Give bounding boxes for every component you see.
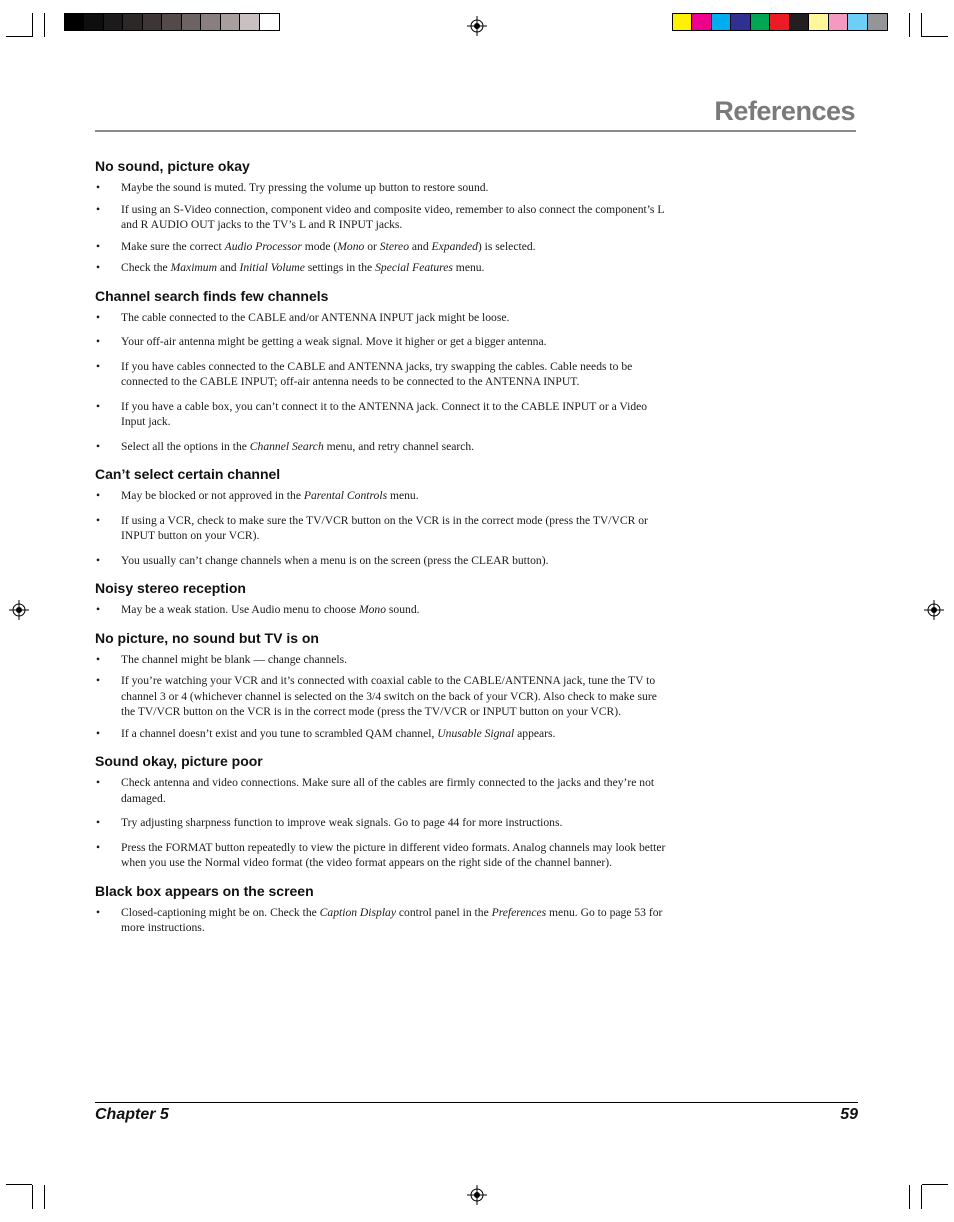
list-item — [95, 673, 670, 720]
process-color-bar — [672, 13, 888, 31]
text-run: and — [216, 261, 240, 274]
text-run: If you’re watching your VCR and it’s connected with coaxial cable to the CABLE/ANTENNA jack, tune the TV to channel 3 or 4 (whichever channel is selected on the 3/4 switch on the back of your VCR). Also check to make sure the TV/VCR button on the VCR is in the correct mode (press the TV/VCR or INPUT button on your VCR). — [121, 674, 657, 718]
registration-mark-icon — [467, 1185, 487, 1205]
process-swatch — [848, 14, 867, 30]
process-swatch — [692, 14, 711, 30]
emphasis-text: Mono — [337, 239, 365, 253]
section-heading: No sound, picture okay — [95, 158, 250, 174]
section-heading: Channel search finds few channels — [95, 287, 329, 304]
emphasis-text: Stereo — [379, 239, 409, 253]
section-heading: No picture, no sound but TV is on — [95, 629, 319, 646]
crop-mark — [32, 1185, 33, 1209]
list-item — [95, 553, 670, 569]
bullet-list — [95, 180, 670, 276]
list-item — [95, 652, 670, 668]
crop-mark — [44, 1185, 45, 1209]
bullet-list — [95, 905, 670, 936]
troubleshooting-section — [95, 580, 670, 618]
crop-mark — [909, 13, 910, 37]
bullet-list — [95, 775, 670, 871]
list-item — [95, 334, 670, 350]
page-title: References — [714, 96, 855, 126]
crop-mark — [44, 13, 45, 37]
emphasis-text: Mono — [358, 603, 387, 616]
list-item — [95, 488, 670, 504]
grayscale-color-bar — [64, 13, 280, 31]
emphasis-text: Audio Processor — [224, 239, 302, 253]
text-run: menu. Go to page 53 for more instructions. — [121, 905, 663, 934]
section-heading: Sound okay, picture poor — [95, 753, 263, 769]
text-run: May be blocked or not approved in the — [121, 489, 304, 502]
grayscale-swatch — [240, 14, 259, 30]
list-item — [95, 439, 670, 455]
text-run: ) is selected. — [477, 239, 536, 253]
crop-mark — [922, 36, 948, 37]
crop-mark — [921, 1185, 922, 1209]
list-item — [95, 775, 670, 806]
bullet-list — [95, 310, 670, 455]
process-swatch — [829, 14, 848, 30]
list-item — [95, 359, 670, 390]
section-heading: Noisy stereo reception — [95, 580, 246, 596]
process-swatch — [712, 14, 731, 30]
text-run: If using a VCR, check to make sure the TV/VCR button on the VCR is in the correct mode (press the TV/VCR or INPUT button on your VCR). — [121, 513, 648, 542]
text-run: The cable connected to the CABLE and/or ANTENNA INPUT jack might be loose. — [121, 310, 510, 324]
list-item — [95, 602, 670, 618]
registration-mark-icon — [467, 16, 487, 36]
text-run: or — [364, 239, 380, 253]
emphasis-text: Initial Volume — [239, 261, 305, 274]
emphasis-text: Channel Search — [249, 439, 324, 453]
grayscale-swatch — [84, 14, 103, 30]
text-run: menu. — [452, 261, 485, 274]
grayscale-swatch — [104, 14, 123, 30]
text-run: mode ( — [301, 239, 338, 253]
list-item — [95, 399, 670, 430]
crop-mark — [921, 13, 922, 37]
grayscale-swatch — [162, 14, 181, 30]
text-run: Make sure the correct — [121, 239, 225, 253]
list-item — [95, 310, 670, 326]
crop-mark — [6, 1184, 32, 1185]
list-item — [95, 726, 670, 742]
crop-mark — [32, 13, 33, 37]
crop-mark — [6, 36, 32, 37]
troubleshooting-section — [95, 158, 670, 276]
grayscale-swatch — [123, 14, 142, 30]
process-swatch — [868, 14, 887, 30]
process-swatch — [790, 14, 809, 30]
text-run: Your off-air antenna might be getting a weak signal. Move it higher or get a bigger antenna. — [121, 335, 547, 348]
list-item — [95, 840, 670, 871]
text-run: Check the — [121, 261, 171, 274]
list-item — [95, 513, 670, 544]
footer-rule — [95, 1102, 858, 1103]
emphasis-text: Maximum — [170, 261, 217, 274]
text-run: You usually can’t change channels when a menu is on the screen (press the CLEAR button). — [121, 553, 549, 567]
grayscale-swatch — [65, 14, 84, 30]
text-run: and — [409, 239, 432, 253]
crop-mark — [922, 1184, 948, 1185]
troubleshooting-section — [95, 288, 670, 455]
header-rule — [95, 130, 856, 132]
bullet-list — [95, 602, 670, 618]
text-run: appears. — [514, 726, 556, 740]
text-run: menu, and retry channel search. — [323, 439, 475, 453]
emphasis-text: Caption Display — [319, 905, 396, 919]
process-swatch — [673, 14, 692, 30]
list-item — [95, 202, 670, 233]
list-item — [95, 239, 670, 255]
troubleshooting-section — [95, 466, 670, 568]
text-run: If a channel doesn’t exist and you tune to scrambled QAM channel, — [121, 726, 438, 740]
grayscale-swatch — [260, 14, 279, 30]
grayscale-swatch — [221, 14, 240, 30]
emphasis-text: Unusable Signal — [437, 726, 515, 740]
text-run: Maybe the sound is muted. Try pressing the volume up button to restore sound. — [121, 181, 489, 194]
troubleshooting-section — [95, 630, 670, 742]
process-swatch — [809, 14, 828, 30]
list-item — [95, 815, 670, 831]
text-run: sound. — [386, 603, 420, 616]
grayscale-swatch — [182, 14, 201, 30]
text-run: May be a weak station. Use Audio menu to choose — [121, 603, 359, 616]
registration-mark-icon — [924, 600, 944, 620]
crop-mark — [909, 1185, 910, 1209]
bullet-list — [95, 652, 670, 742]
text-run: If you have cables connected to the CABLE and ANTENNA jacks, try swapping the cables. Cable needs to be connected to the CABLE INPUT; off-air antenna needs to be connected to the ANTENNA INPUT. — [121, 359, 633, 388]
troubleshooting-content — [95, 158, 670, 948]
text-run: The channel might be blank — change channels. — [121, 652, 347, 666]
grayscale-swatch — [143, 14, 162, 30]
text-run: If you have a cable box, you can’t connect it to the ANTENNA jack. Connect it to the CABLE INPUT or a Video Input jack. — [121, 399, 648, 428]
text-run: Try adjusting sharpness function to improve weak signals. Go to page 44 for more instructions. — [121, 816, 563, 829]
list-item — [95, 260, 670, 276]
process-swatch — [770, 14, 789, 30]
section-heading: Black box appears on the screen — [95, 882, 314, 899]
troubleshooting-section — [95, 883, 670, 936]
emphasis-text: Expanded — [431, 239, 478, 253]
text-run: Closed-captioning might be on. Check the — [121, 905, 320, 919]
text-run: menu. — [387, 489, 419, 502]
process-swatch — [731, 14, 750, 30]
process-swatch — [751, 14, 770, 30]
text-run: Press the FORMAT button repeatedly to view the picture in different video formats. Analog channels may look better when you use the Normal video format (the video format appears on the right side of the channel banner). — [121, 840, 666, 869]
chapter-label: Chapter 5 — [95, 1106, 169, 1123]
list-item — [95, 180, 670, 196]
text-run: control panel in the — [396, 905, 492, 919]
emphasis-text: Preferences — [491, 905, 547, 919]
section-heading: Can’t select certain channel — [95, 466, 281, 482]
text-run: Select all the options in the — [121, 439, 250, 453]
emphasis-text: Parental Controls — [303, 489, 388, 502]
list-item — [95, 905, 670, 936]
text-run: Check antenna and video connections. Make sure all of the cables are firmly connected to the jacks and they’re not damaged. — [121, 776, 655, 805]
grayscale-swatch — [201, 14, 220, 30]
bullet-list — [95, 488, 670, 568]
page-number: 59 — [840, 1106, 858, 1123]
text-run: If using an S-Video connection, component video and composite video, remember to also connect the component’s L and R AUDIO OUT jacks to the TV’s L and R INPUT jacks. — [121, 202, 664, 231]
registration-mark-icon — [9, 600, 29, 620]
troubleshooting-section — [95, 753, 670, 871]
emphasis-text: Special Features — [375, 261, 453, 274]
text-run: settings in the — [304, 261, 376, 274]
